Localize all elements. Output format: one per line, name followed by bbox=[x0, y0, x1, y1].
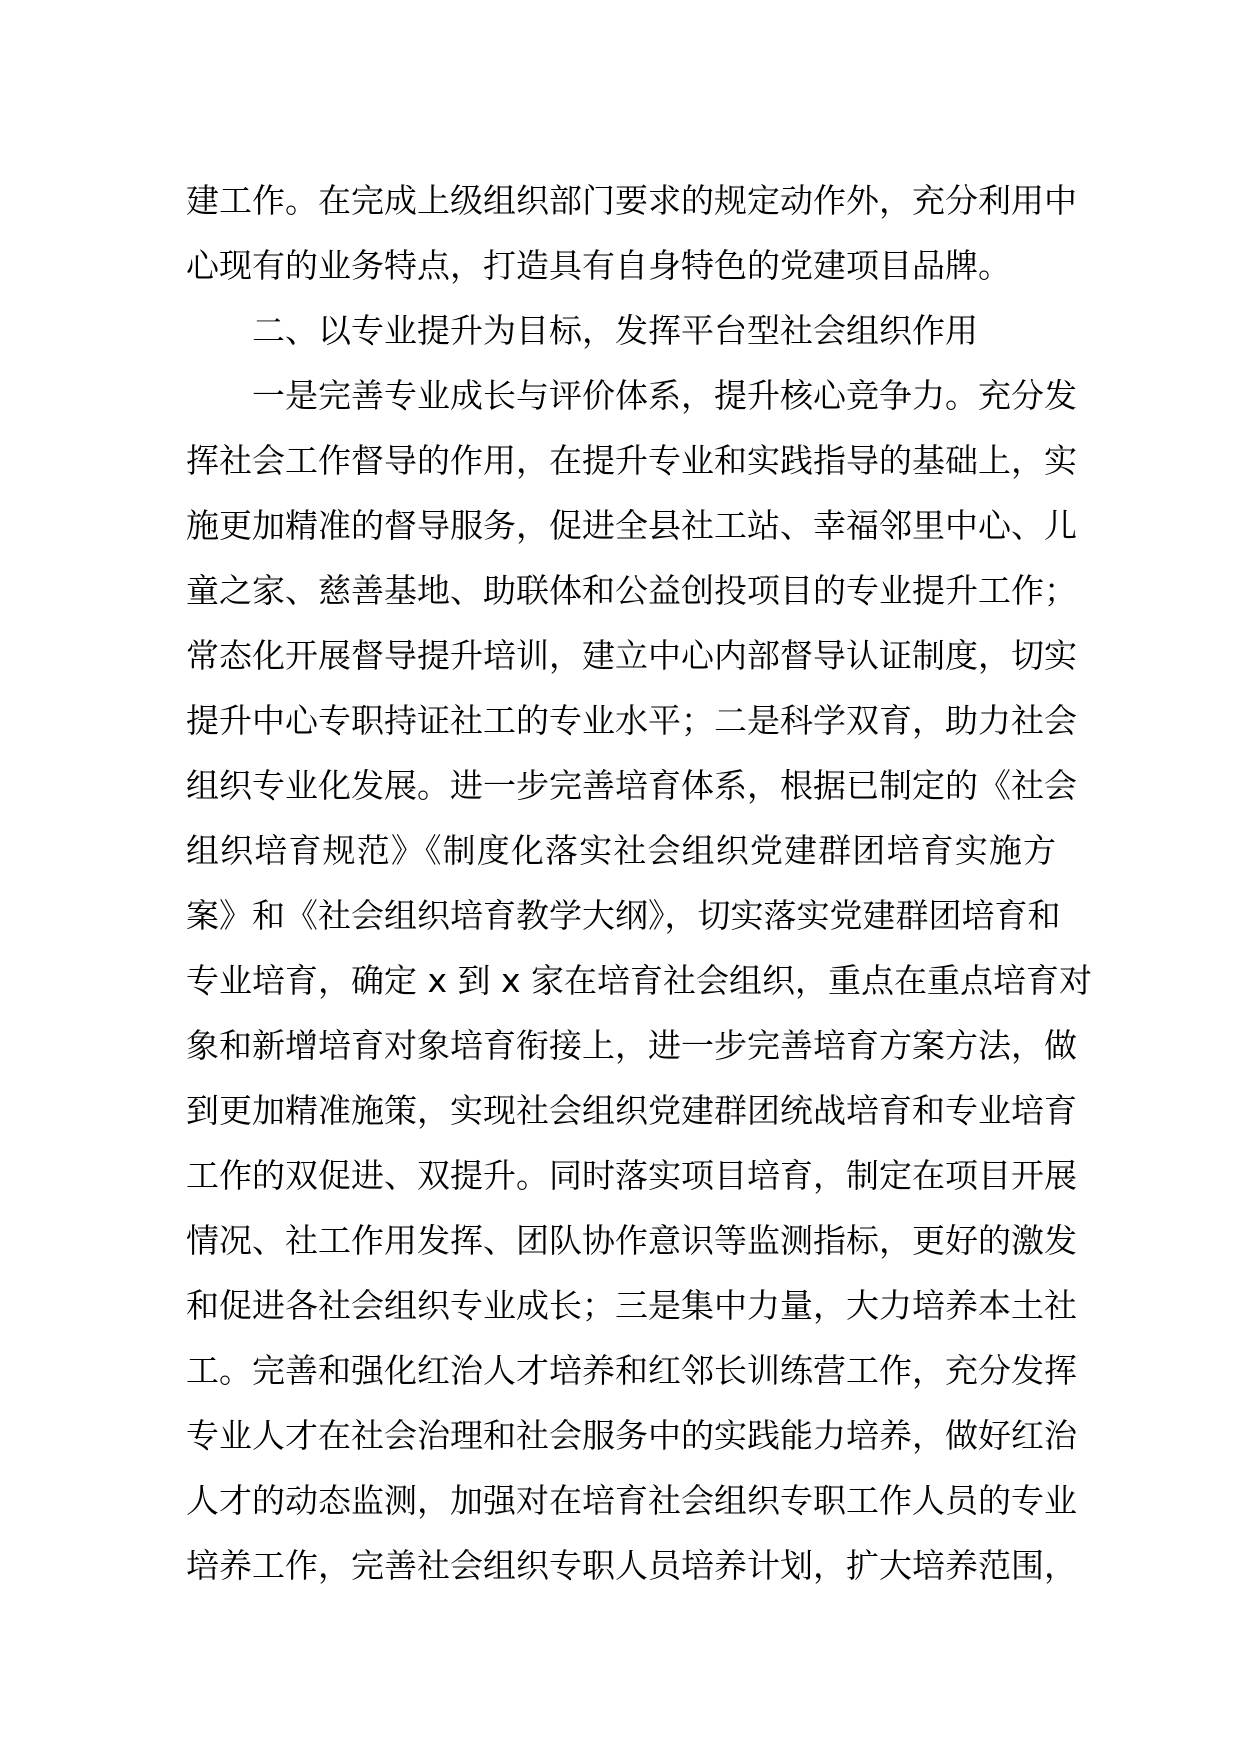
text-line: 建工作。在完成上级组织部门要求的规定动作外，充分利用中 bbox=[186, 181, 1077, 220]
text-line: 心现有的业务特点，打造具有自身特色的党建项目品牌。 bbox=[186, 246, 1011, 285]
text-line: 人才的动态监测，加强对在培育社会组织专职工作人员的专业 bbox=[186, 1481, 1077, 1520]
text-line: 童之家、慈善基地、助联体和公益创投项目的专业提升工作； bbox=[186, 571, 1077, 610]
text-line: 常态化开展督导提升培训，建立中心内部督导认证制度，切实 bbox=[186, 636, 1077, 675]
text-line: 案》和《社会组织培育教学大纲》，切实落实党建群团培育和 bbox=[186, 896, 1061, 935]
text-line: 施更加精准的督导服务，促进全县社工站、幸福邻里中心、儿 bbox=[186, 506, 1077, 545]
section-heading: 二、以专业提升为目标，发挥平台型社会组织作用 bbox=[252, 311, 978, 350]
text-line: 工作的双促进、双提升。同时落实项目培育，制定在项目开展 bbox=[186, 1156, 1077, 1195]
text-line: 提升中心专职持证社工的专业水平；二是科学双育，助力社会 bbox=[186, 701, 1077, 740]
text-line: 一是完善专业成长与评价体系，提升核心竞争力。充分发 bbox=[252, 376, 1077, 415]
text-line: 工。完善和强化红治人才培养和红邻长训练营工作，充分发挥 bbox=[186, 1351, 1077, 1390]
text-line: 组织培育规范》《制度化落实社会组织党建群团培育实施方 bbox=[186, 831, 1056, 870]
text-line: 专业人才在社会治理和社会服务中的实践能力培养，做好红治 bbox=[186, 1416, 1077, 1455]
text-line: 挥社会工作督导的作用，在提升专业和实践指导的基础上，实 bbox=[186, 441, 1077, 480]
body-text bbox=[186, 168, 1093, 1598]
text-line: 情况、社工作用发挥、团队协作意识等监测指标，更好的激发 bbox=[186, 1221, 1077, 1260]
text-line: 和促进各社会组织专业成长；三是集中力量，大力培养本土社 bbox=[186, 1286, 1077, 1325]
text-line: 象和新增培育对象培育衔接上，进一步完善培育方案方法，做 bbox=[186, 1026, 1077, 1065]
text-line: 专业培育，确定 x 到 x 家在培育社会组织，重点在重点培育对 bbox=[186, 961, 1093, 1000]
text-line: 组织专业化发展。进一步完善培育体系，根据已制定的《社会 bbox=[186, 766, 1077, 805]
text-line: 到更加精准施策，实现社会组织党建群团统战培育和专业培育 bbox=[186, 1091, 1077, 1130]
text-line: 培养工作，完善社会组织专职人员培养计划，扩大培养范围， bbox=[186, 1546, 1077, 1585]
